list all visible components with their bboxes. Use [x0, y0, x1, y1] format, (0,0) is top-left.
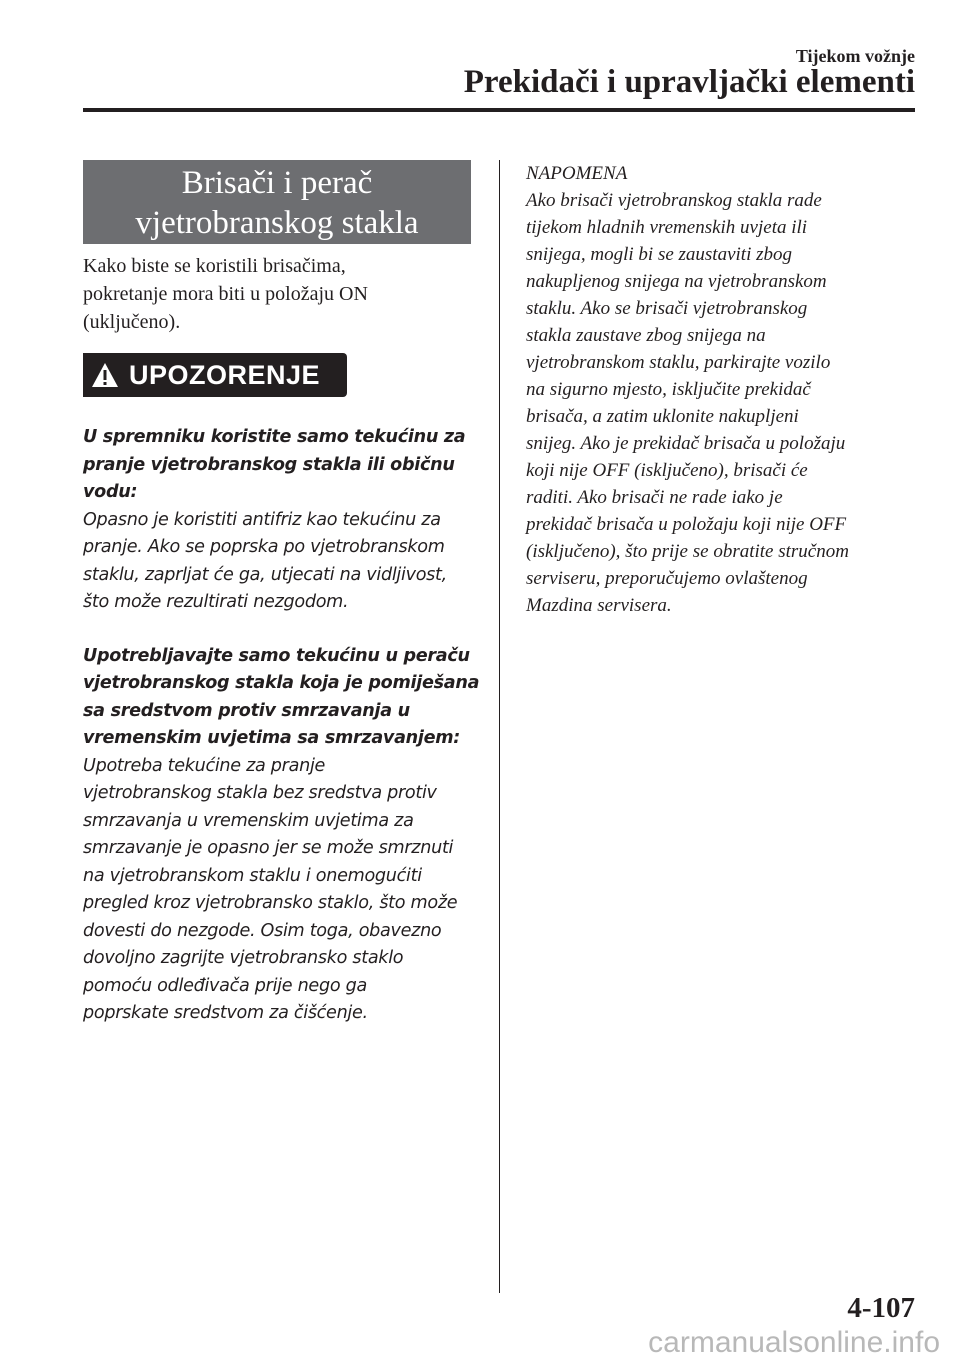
warning-heading-line: U spremniku koristite samo tekućinu za: [83, 427, 466, 447]
warning-badge: [83, 353, 347, 397]
warning-heading-line: vodu:: [83, 482, 138, 502]
chapter-title: Prekidači i upravljački elementi: [463, 64, 915, 100]
warning-heading-line: pranje vjetrobranskog stakla ili običnu: [83, 454, 455, 475]
header-rule: [83, 108, 915, 112]
watermark-site: carmanualsonline.info: [648, 1326, 940, 1359]
intro-paragraph: [83, 252, 483, 336]
warning-body-line: poprskate sredstvom za čišćenje.: [83, 1003, 368, 1023]
warning-triangle-icon: [83, 353, 127, 397]
note-line: snijega, mogli bi se zaustaviti zbog: [526, 244, 792, 265]
warning-body-line: pomoću odleđivača prije nego ga: [83, 975, 367, 996]
warning-heading-line: vjetrobranskog stakla koja je pomiješana: [83, 673, 480, 693]
section-title-line1: Brisači i perač: [181, 165, 373, 201]
note-line: raditi. Ako brisači ne rade iako je: [526, 487, 783, 508]
note-label: NAPOMENA: [526, 163, 628, 184]
note-line: stakla zaustave zbog snijega na: [526, 325, 766, 346]
warning-label: UPOZORENJE: [129, 359, 321, 390]
warning-body-line: dovoljno zagrijte vjetrobransko staklo: [83, 948, 404, 968]
note-line: snijeg. Ako je prekidač brisača u položaju: [526, 433, 846, 454]
warning-heading-line: sa sredstvom protiv smrzavanja u: [83, 700, 410, 721]
paragraph-gap: [83, 617, 483, 643]
warning-body-line: vjetrobranskog stakla bez sredstva protiv: [83, 783, 437, 803]
warning-body-line: pregled kroz vjetrobransko staklo, što može: [83, 893, 458, 913]
section-title-box: [83, 160, 471, 244]
note-line: staklu. Ako se brisači vjetrobranskog: [526, 298, 808, 319]
warning-text: [83, 424, 483, 1028]
intro-line: (uključeno).: [83, 311, 181, 333]
warning-heading-line: Upotrebljavajte samo tekućinu u peraču: [83, 645, 470, 666]
warning-body-line: dovesti do nezgode. Osim toga, obavezno: [83, 920, 442, 941]
column-divider: [499, 160, 500, 1293]
note-line: brisača, a zatim uklonite nakupljeni: [526, 406, 799, 427]
warning-body-line: smrzavanje je opasno jer se može smrznuti: [83, 838, 454, 858]
warning-body-line: Opasno je koristiti antifriz kao tekućinu za: [83, 509, 441, 530]
section-title-line2: vjetrobranskog stakla: [135, 205, 419, 241]
intro-line: pokretanje mora biti u položaju ON: [83, 283, 368, 305]
page-number: 4-107: [847, 1292, 915, 1324]
note-line: koji nije OFF (isključeno), brisači će: [526, 460, 808, 481]
warning-body-line: na vjetrobranskom staklu i onemogućiti: [83, 865, 422, 886]
warning-body-line: pranje. Ako se poprska po vjetrobranskom: [83, 537, 445, 557]
note-line: nakupljenog snijega na vjetrobranskom: [526, 271, 827, 292]
intro-line: Kako biste se koristili brisačima,: [83, 255, 346, 277]
note-line: Mazdina servisera.: [526, 595, 672, 616]
section-label: Tijekom vožnje: [795, 46, 915, 66]
note-line: (isključeno), što prije se obratite stručnom: [526, 541, 849, 562]
warning-body-line: staklu, zaprljat će ga, utjecati na vidljivost,: [83, 564, 447, 585]
warning-body-line: Upotreba tekućine za pranje: [83, 755, 326, 776]
note-line: prekidač brisača u položaju koji nije OFF: [526, 514, 847, 535]
note-line: vjetrobranskom staklu, parkirajte vozilo: [526, 352, 831, 373]
warning-heading-line: vremenskim uvjetima sa smrzavanjem:: [83, 728, 461, 748]
note-line: Ako brisači vjetrobranskog stakla rade: [526, 190, 822, 211]
note-line: na sigurno mjesto, isključite prekidač: [526, 379, 811, 400]
warning-body-line: smrzavanja u vremenskim uvjetima za: [83, 810, 414, 831]
note-line: serviseru, preporučujemo ovlaštenog: [526, 568, 808, 589]
note-block: [526, 160, 926, 619]
warning-body-line: što može rezultirati nezgodom.: [83, 592, 349, 612]
note-line: tijekom hladnih vremenskih uvjeta ili: [526, 217, 808, 238]
